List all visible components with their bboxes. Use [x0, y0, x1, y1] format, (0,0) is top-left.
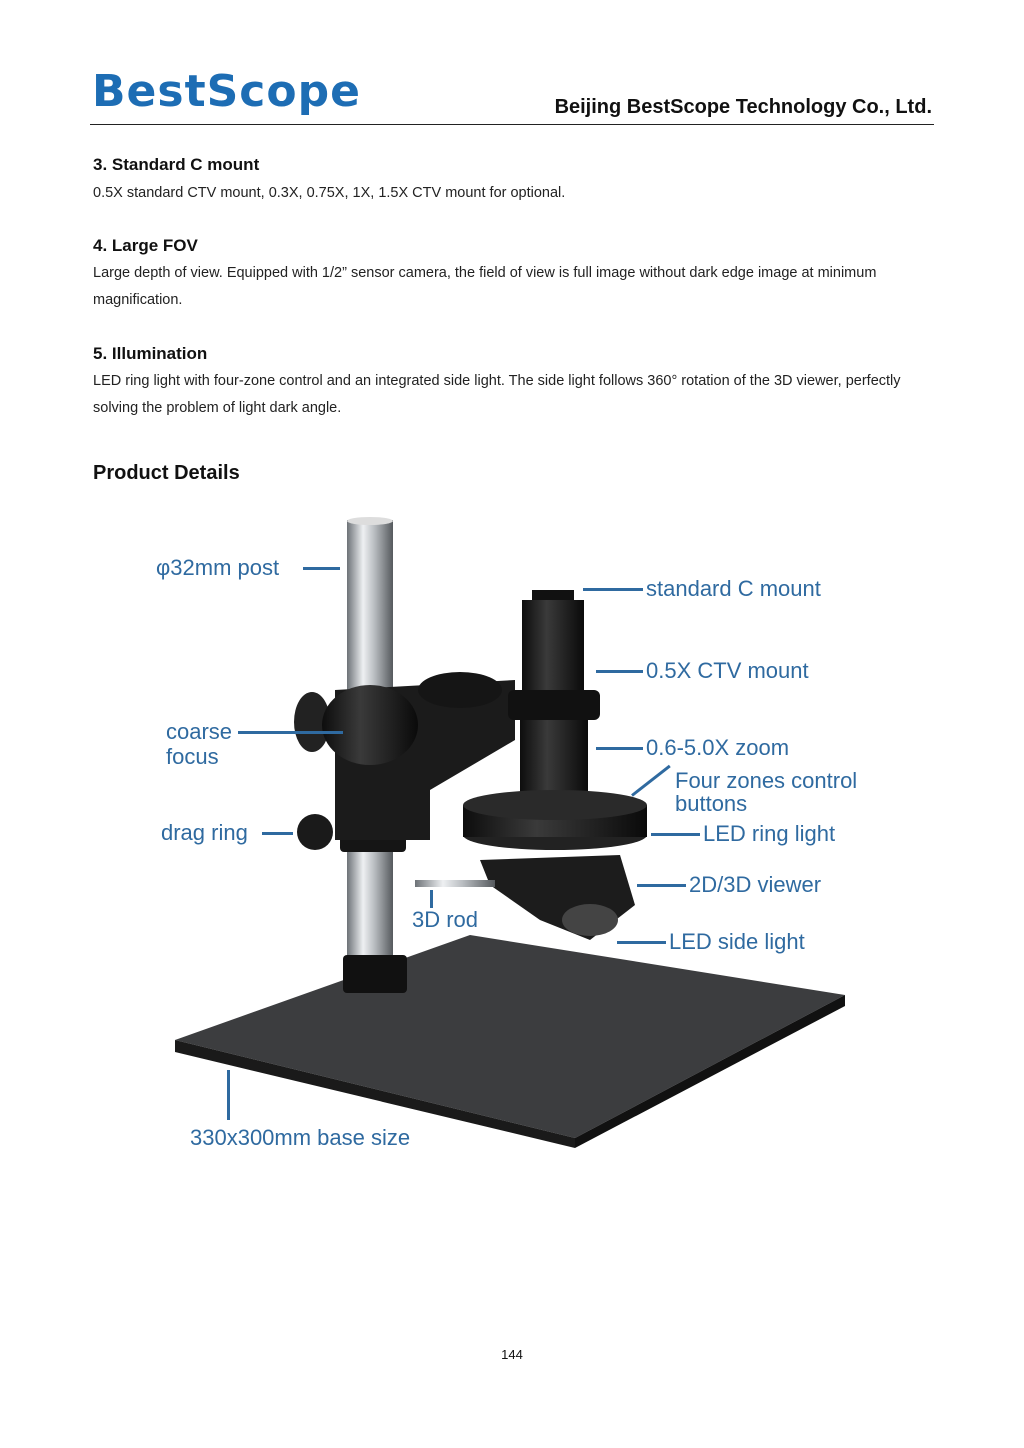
- section-text-c-mount: 0.5X standard CTV mount, 0.3X, 0.75X, 1X, 1.5X CTV mount for optional.: [93, 185, 566, 201]
- leader-line: [651, 833, 700, 836]
- section-title-c-mount: 3. Standard C mount: [93, 155, 260, 174]
- section-text-illumination: LED ring light with four-zone control and an integrated side light. The side light follows 360° rotation of the 3D viewer, perfectly solving the problem of light dark angle.: [93, 373, 901, 416]
- leader-line: [238, 731, 343, 734]
- section-text-fov: Large depth of view. Equipped with 1/2” sensor camera, the field of view is full image without dark edge image at minimum magnification.: [93, 265, 877, 308]
- product-details-heading: Product Details: [93, 462, 240, 484]
- label-post: φ32mm post: [156, 555, 280, 580]
- label-ring-light: LED ring light: [703, 821, 836, 846]
- leader-line: [596, 747, 643, 750]
- label-base-size: 330x300mm base size: [190, 1125, 411, 1150]
- bestscope-logo: BestScope: [92, 66, 361, 117]
- leader-line: [583, 588, 643, 591]
- leader-line: [637, 884, 686, 887]
- leader-line: [227, 1070, 230, 1120]
- label-four-zones: Four zones control: [675, 768, 858, 793]
- label-ctv-mount: 0.5X CTV mount: [646, 658, 809, 683]
- leader-line: [596, 670, 643, 673]
- section-title-fov: 4. Large FOV: [93, 236, 198, 255]
- base-plate: [175, 935, 845, 1138]
- company-name: Beijing BestScope Technology Co., Ltd.: [554, 96, 932, 118]
- label-c-mount: standard C mount: [646, 576, 821, 601]
- label-buttons: buttons: [675, 791, 748, 816]
- leader-line: [430, 890, 433, 908]
- label-side-light: LED side light: [669, 929, 805, 954]
- page-number: 144: [501, 1347, 523, 1362]
- label-coarse: coarse: [166, 719, 233, 744]
- label-viewer: 2D/3D viewer: [689, 872, 822, 897]
- leader-line: [617, 941, 666, 944]
- label-drag-ring: drag ring: [161, 820, 248, 845]
- leader-line: [303, 567, 340, 570]
- label-3d-rod: 3D rod: [412, 907, 479, 932]
- label-zoom: 0.6-5.0X zoom: [646, 735, 790, 760]
- label-focus: focus: [166, 744, 219, 769]
- leader-line: [262, 832, 293, 835]
- section-title-illumination: 5. Illumination: [93, 344, 208, 363]
